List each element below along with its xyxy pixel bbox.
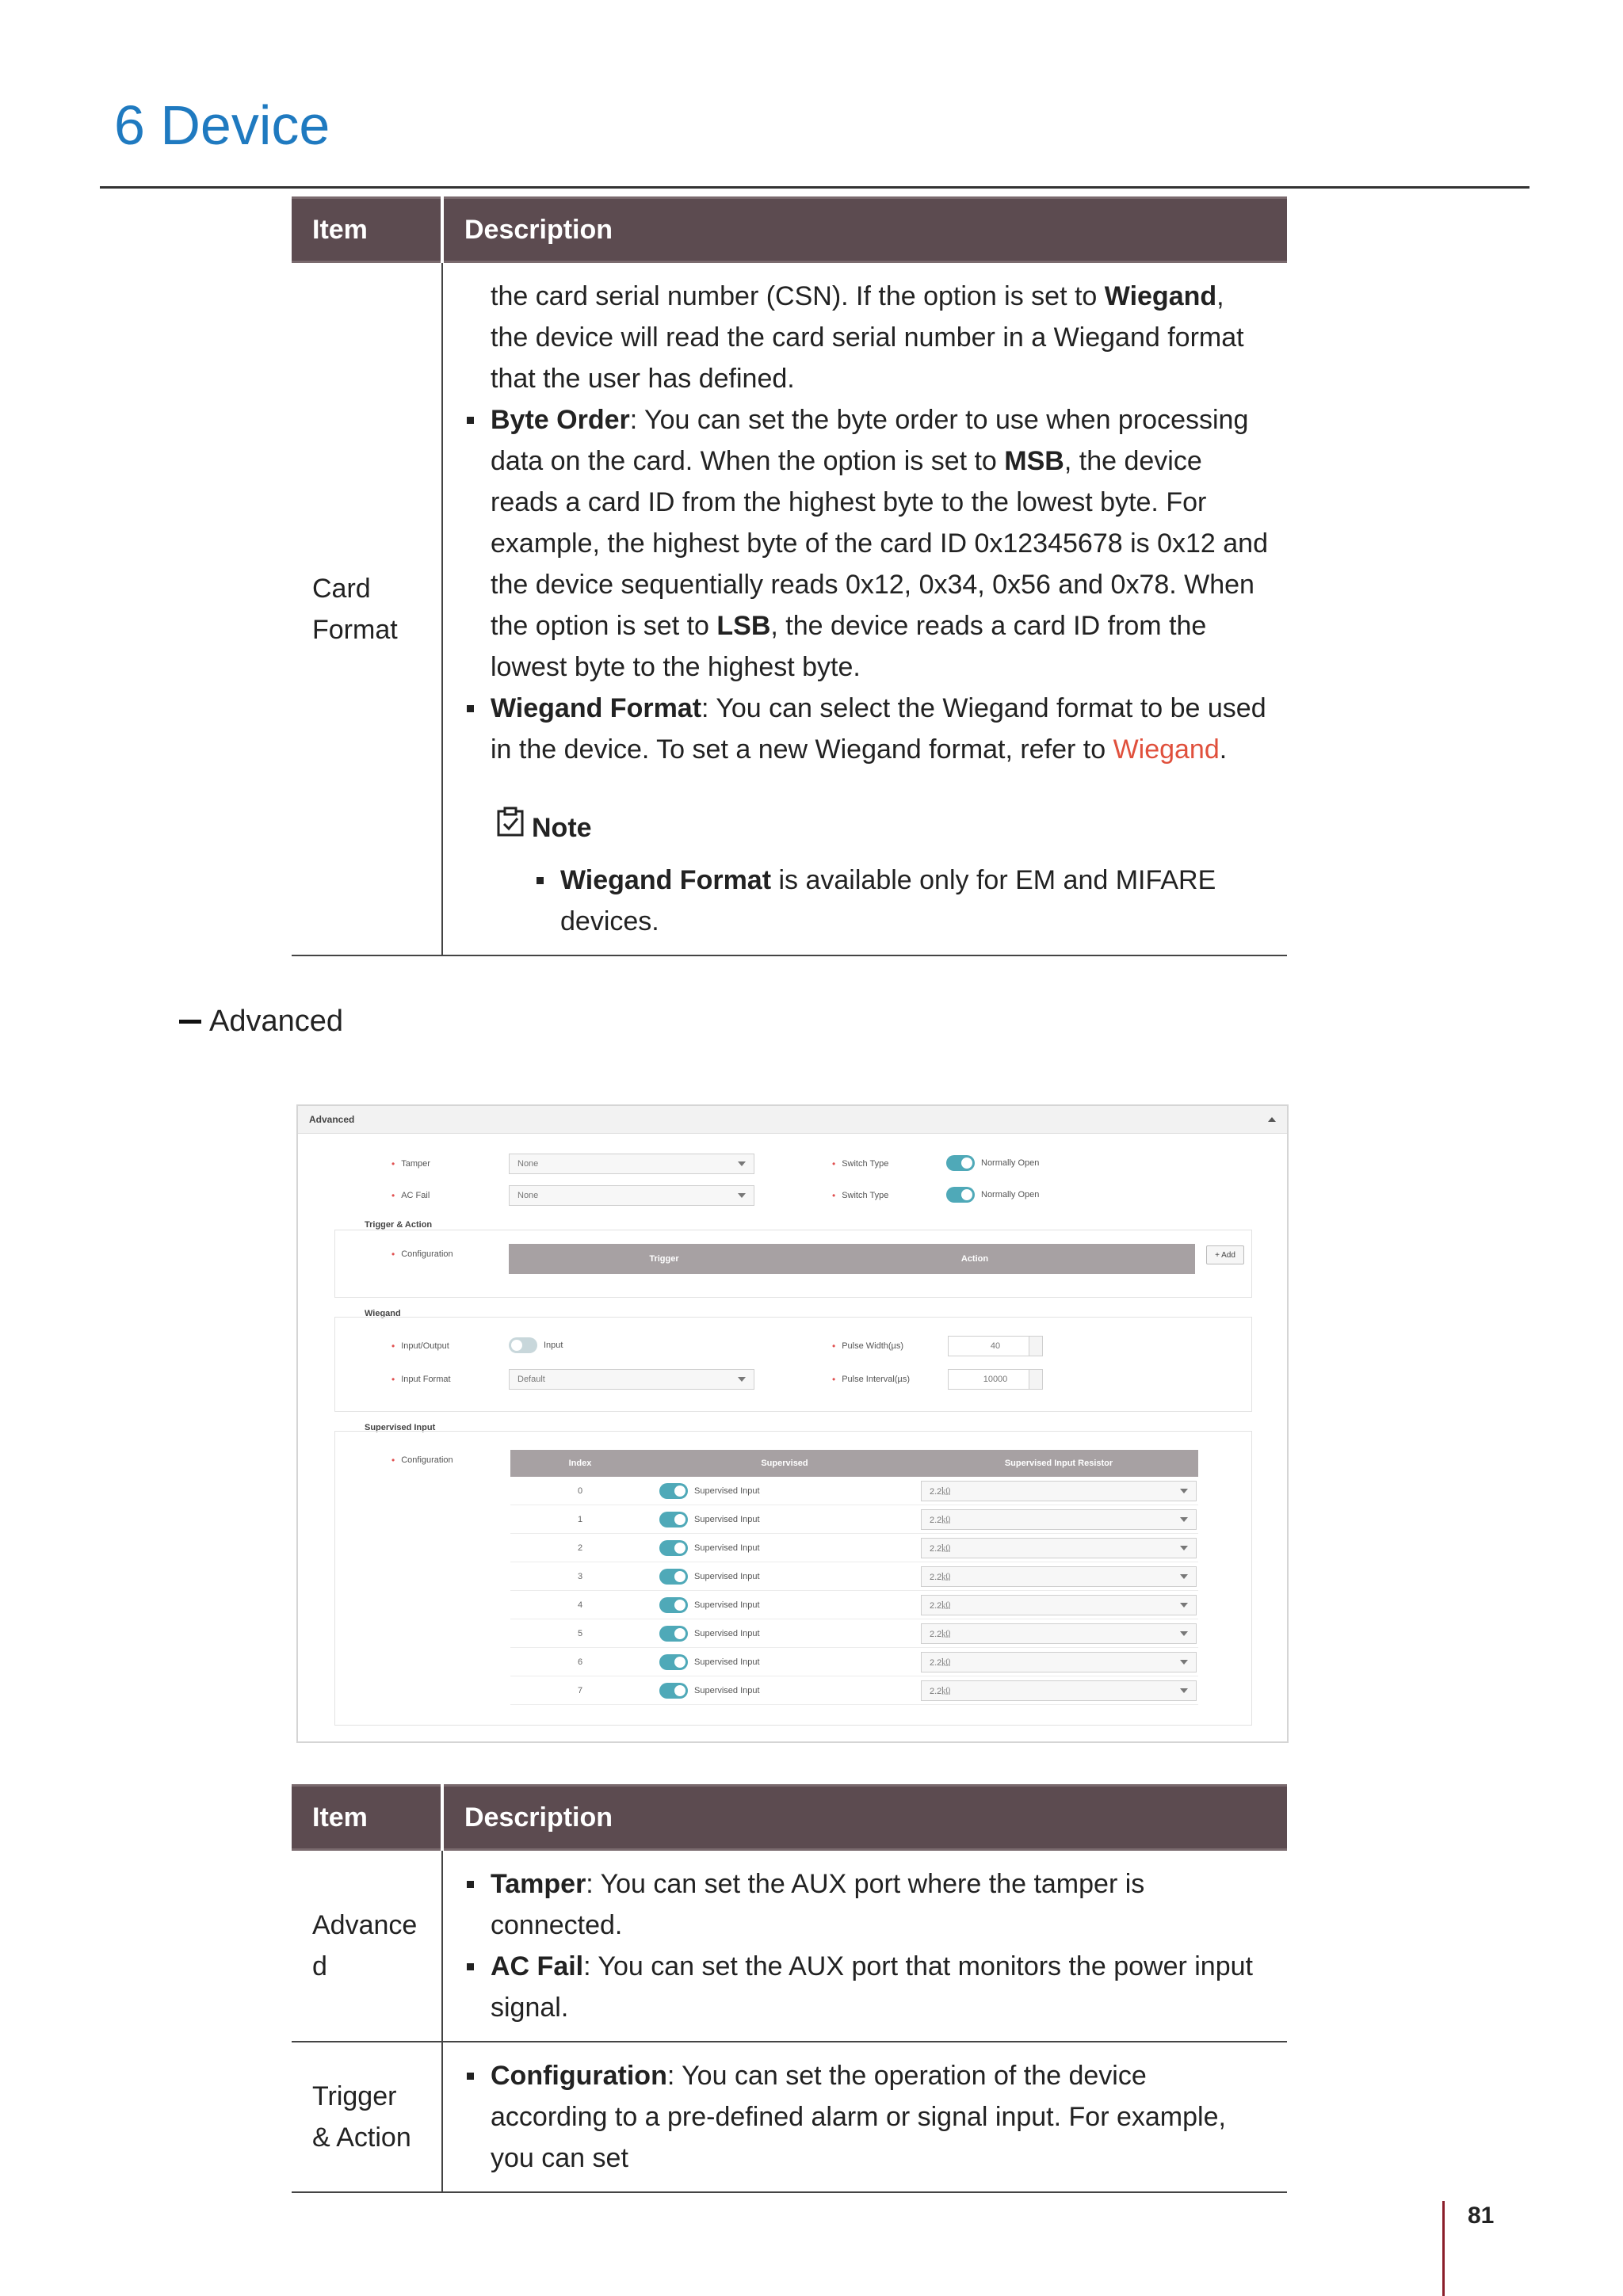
pulse-interval-label: Pulse Interval(µs) — [842, 1375, 911, 1384]
bullet-list — [464, 2055, 1268, 2179]
stepper-icon[interactable] — [1029, 1370, 1042, 1389]
title-rule — [100, 186, 1529, 189]
card-format-table — [292, 196, 1287, 956]
add-button[interactable]: + Add — [1206, 1245, 1244, 1264]
advanced-table — [292, 1784, 1287, 2193]
resistor-select[interactable]: 2.2㏀ — [921, 1481, 1197, 1501]
supervised-toggle[interactable] — [659, 1512, 688, 1527]
table-row: 1 Supervised Input 2.2㏀ — [510, 1505, 1198, 1534]
col-header-item: Item — [292, 1786, 442, 1850]
resistor-select[interactable]: 2.2㏀ — [921, 1538, 1197, 1558]
advanced-settings-panel: Advanced • Tamper None • Switch Type Normally Open • AC Fail None • Switch Type Normally Open Trigger & Action • Configuration Trigger Action + Add Wiegand • Input/Output Input • Pulse Width(µs) 40 • Input Format Default • Pulse Interval(µs) 10000 Supervised Input • Configuration Index Supervised Supervised Input Resistor 0 Supervised Input 2.2㏀ 1 Supervised Input 2.2㏀ 2 Supervised Input 2.2㏀ 3 Supervised Input 2.2㏀ 4 Supervised Input 2.2㏀ 5 Supervised Input 2.2㏀ 6 Supervised Input 2.2㏀ 7 Supervised Input 2.2㏀ — [296, 1104, 1289, 1743]
input-format-label: Input Format — [401, 1375, 451, 1384]
supervised-toggle[interactable] — [659, 1540, 688, 1556]
input-format-select[interactable]: Default — [509, 1369, 754, 1390]
bullet-list — [464, 399, 1268, 770]
list-item: Configuration: You can set the operation of the device according to a pre-defined alarm or signal input. For example, you can set — [464, 2055, 1268, 2179]
resistor-select[interactable]: 2.2㏀ — [921, 1680, 1197, 1701]
chevron-down-icon — [1180, 1603, 1188, 1608]
table-row: 5 Supervised Input 2.2㏀ — [510, 1619, 1198, 1648]
chevron-down-icon — [1180, 1660, 1188, 1665]
panel-header[interactable]: Advanced — [298, 1106, 1287, 1134]
resistor-select[interactable]: 2.2㏀ — [921, 1623, 1197, 1644]
pulse-interval-input[interactable]: 10000 — [948, 1369, 1043, 1390]
description-cell — [442, 1850, 1287, 2042]
switch-type-label-2: Switch Type — [842, 1191, 889, 1200]
note-list — [533, 860, 1268, 942]
wiegand-group — [334, 1317, 1252, 1412]
dash-icon — [179, 1020, 201, 1024]
description-cell — [442, 2042, 1287, 2192]
table-row — [292, 262, 1287, 956]
table-row: 4 Supervised Input 2.2㏀ — [510, 1591, 1198, 1619]
paragraph: the card serial number (CSN). If the option is set to Wiegand, the device will read the card serial number in a Wiegand format that the user has defined. — [491, 281, 1244, 394]
item-cell: Card Format — [292, 262, 442, 956]
chevron-down-icon — [1180, 1688, 1188, 1693]
pulse-width-input[interactable]: 40 — [948, 1336, 1043, 1356]
list-item: Tamper: You can set the AUX port where the tamper is connected. — [464, 1863, 1268, 1946]
resistor-select[interactable]: 2.2㏀ — [921, 1595, 1197, 1615]
note-heading: Note — [497, 807, 1268, 849]
table-row: 3 Supervised Input 2.2㏀ — [510, 1562, 1198, 1591]
page-title: 6 Device — [114, 94, 330, 156]
chevron-down-icon — [1180, 1489, 1188, 1493]
collapse-icon[interactable] — [1268, 1117, 1276, 1122]
acfail-label: AC Fail — [401, 1191, 430, 1200]
table-row — [292, 2042, 1287, 2192]
list-item: Wiegand Format: You can select the Wiegand format to be used in the device. To set a new Wiegand format, refer to Wiegand. — [464, 688, 1268, 770]
list-item: Wiegand Format is available only for EM and MIFARE devices. — [533, 860, 1268, 942]
wiegand-group-title: Wiegand — [365, 1309, 401, 1318]
io-toggle[interactable] — [509, 1337, 537, 1353]
bullet-list — [464, 1863, 1268, 2028]
table-row: 7 Supervised Input 2.2㏀ — [510, 1676, 1198, 1705]
description-cell — [442, 262, 1287, 956]
table-row — [292, 1850, 1287, 2042]
clipboard-check-icon — [497, 807, 524, 849]
stepper-icon[interactable] — [1029, 1337, 1042, 1356]
si-table-header: Index Supervised Supervised Input Resistor — [510, 1450, 1198, 1477]
switch-type-label: Switch Type — [842, 1159, 889, 1169]
supervised-toggle[interactable] — [659, 1569, 688, 1585]
supervised-toggle[interactable] — [659, 1597, 688, 1613]
chevron-down-icon — [738, 1193, 746, 1198]
pulse-width-label: Pulse Width(µs) — [842, 1341, 904, 1351]
tamper-select[interactable]: None — [509, 1154, 754, 1174]
table-row: 2 Supervised Input 2.2㏀ — [510, 1534, 1198, 1562]
tamper-label: Tamper — [401, 1159, 430, 1169]
list-item: Byte Order: You can set the byte order to use when processing data on the card. When the option is set to MSB, the device reads a card ID from the highest byte to the lowest byte. For example, the highest byte of the card ID 0x12345678 is 0x12 and the device sequentially reads 0x12, 0x34, 0x56 and 0x78. When the option is set to LSB, the device reads a card ID from the lowest byte to the highest byte. — [464, 399, 1268, 688]
chevron-down-icon — [1180, 1574, 1188, 1579]
chevron-down-icon — [738, 1161, 746, 1166]
acfail-select[interactable]: None — [509, 1185, 754, 1206]
table-row: 6 Supervised Input 2.2㏀ — [510, 1648, 1198, 1676]
resistor-select[interactable]: 2.2㏀ — [921, 1652, 1197, 1672]
wiegand-link[interactable]: Wiegand — [1113, 734, 1220, 765]
table-row: 0 Supervised Input 2.2㏀ — [510, 1477, 1198, 1505]
trigger-table-header: Trigger Action — [509, 1244, 1195, 1274]
col-header-item: Item — [292, 198, 442, 262]
trigger-action-group-title: Trigger & Action — [365, 1220, 433, 1230]
page-number: 81 — [1468, 2203, 1495, 2229]
chevron-down-icon — [738, 1377, 746, 1382]
supervised-toggle[interactable] — [659, 1683, 688, 1699]
switch-type-toggle-2[interactable] — [946, 1187, 975, 1203]
list-item: AC Fail: You can set the AUX port that monitors the power input signal. — [464, 1946, 1268, 2028]
footer-rule — [1442, 2201, 1445, 2296]
switch-type-toggle[interactable] — [946, 1155, 975, 1171]
io-label: Input/Output — [401, 1341, 449, 1351]
col-header-description: Description — [442, 198, 1287, 262]
col-header-description: Description — [442, 1786, 1287, 1850]
supervised-toggle[interactable] — [659, 1626, 688, 1642]
supervised-toggle[interactable] — [659, 1654, 688, 1670]
configuration-label: Configuration — [401, 1249, 453, 1259]
supervised-toggle[interactable] — [659, 1483, 688, 1499]
chevron-down-icon — [1180, 1546, 1188, 1550]
si-table — [510, 1477, 1198, 1705]
chevron-down-icon — [1180, 1631, 1188, 1636]
chevron-down-icon — [1180, 1517, 1188, 1522]
resistor-select[interactable]: 2.2㏀ — [921, 1509, 1197, 1530]
item-cell: Trigger & Action — [292, 2042, 442, 2192]
resistor-select[interactable]: 2.2㏀ — [921, 1566, 1197, 1587]
item-cell: Advance d — [292, 1850, 442, 2042]
section-heading: Advanced — [179, 1005, 343, 1039]
si-configuration-label: Configuration — [401, 1455, 453, 1465]
supervised-group-title: Supervised Input — [365, 1423, 436, 1432]
